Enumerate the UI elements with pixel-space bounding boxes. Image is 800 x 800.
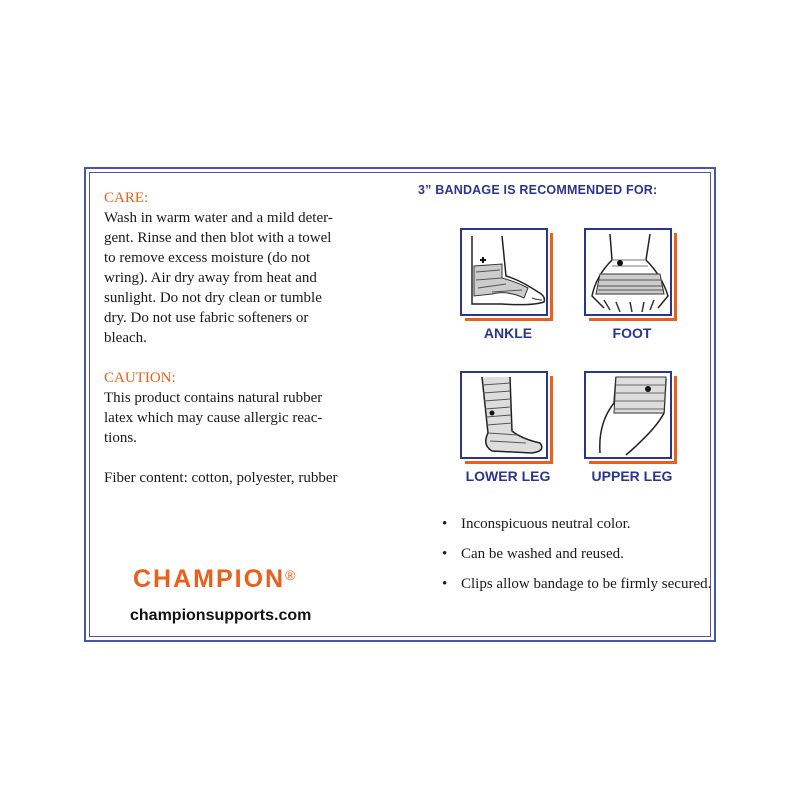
care-line: Wash in warm water and a mild deter-	[104, 210, 333, 226]
caution-line: This product contains natural rubber	[104, 390, 323, 406]
care-line: wring). Air dry away from heat and	[104, 270, 317, 286]
caution-text	[104, 388, 388, 448]
ankle-tile	[460, 228, 548, 316]
list-item: • Can be washed and reused.	[442, 546, 624, 562]
upper-leg-bandage-icon	[586, 373, 672, 459]
foot-tile	[584, 228, 672, 316]
foot-bandage-icon	[586, 230, 672, 316]
care-line: bleach.	[104, 330, 147, 346]
tile-label: UPPER LEG	[591, 468, 673, 484]
care-line: dry. Do not use fabric softeners or	[104, 310, 309, 326]
care-line: sunlight. Do not dry clean or tumble	[104, 290, 322, 306]
registered-mark: ®	[285, 567, 296, 583]
care-text	[104, 208, 388, 348]
care-heading: CARE:	[104, 190, 149, 206]
caution-line: tions.	[104, 430, 137, 446]
lower-leg-bandage-icon	[462, 373, 548, 459]
tile-label: FOOT	[612, 325, 652, 341]
care-line: to remove excess moisture (do not	[104, 250, 311, 266]
instructions-column	[104, 188, 388, 488]
list-item: • Inconspicuous neutral color.	[442, 516, 631, 532]
brand-logo	[133, 565, 295, 594]
website-url: championsupports.com	[130, 607, 312, 624]
brand-name: CHAMPION	[133, 565, 286, 593]
upper-leg-tile	[584, 371, 672, 459]
ankle-bandage-icon	[462, 230, 548, 316]
features-list	[442, 514, 712, 604]
care-line: gent. Rinse and then blot with a towel	[104, 230, 332, 246]
recommendation-title: 3” BANDAGE IS RECOMMENDED FOR:	[418, 183, 658, 197]
fiber-content: Fiber content: cotton, polyester, rubber	[104, 470, 338, 486]
caution-line: latex which may cause allergic reac-	[104, 410, 323, 426]
list-item: • Clips allow bandage to be firmly secured.	[442, 576, 712, 592]
tile-label: ANKLE	[483, 325, 533, 341]
tile-label: LOWER LEG	[465, 468, 551, 484]
lower-leg-tile	[460, 371, 548, 459]
caution-heading: CAUTION:	[104, 370, 176, 386]
